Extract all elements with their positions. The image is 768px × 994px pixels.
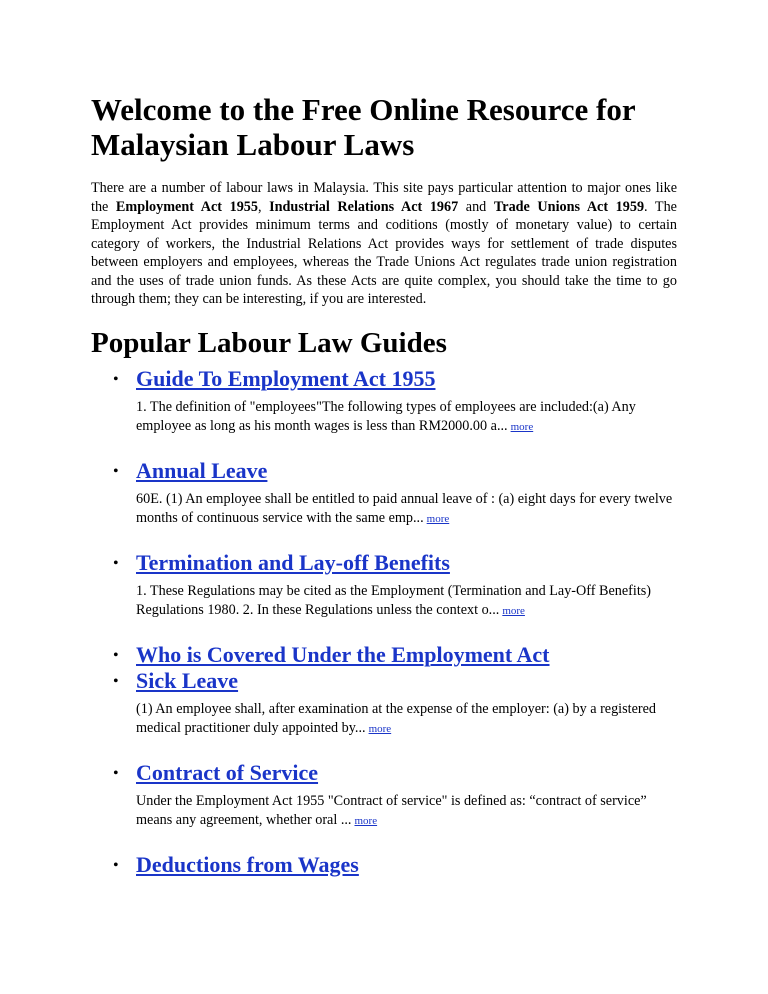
act-trade-unions: Trade Unions Act 1959 (493, 198, 645, 215)
excerpt-text: 60E. (1) An employee shall be entitled to paid annual leave of : (a) eight days for every twelve months of continuous service with the same emp... (136, 490, 673, 526)
more-link[interactable]: more (510, 420, 534, 433)
guide-link-annual-leave[interactable]: Annual Leave (136, 457, 268, 483)
list-item (91, 668, 677, 739)
bullet-icon: • (113, 856, 119, 874)
more-link[interactable]: more (368, 722, 392, 735)
page-title: Welcome to the Free Online Resource for Malaysian Labour Laws (91, 92, 636, 162)
more-link[interactable]: more (502, 604, 525, 617)
list-item (91, 458, 677, 529)
bullet-icon: • (113, 672, 119, 690)
act-employment: Employment Act 1955 (115, 198, 258, 215)
guide-excerpt (136, 792, 676, 831)
excerpt-text: (1) An employee shall, after examination at the expense of the employer: (a) by a registered medical practitioner duly appointed by... (136, 700, 657, 736)
guide-link-employment-act[interactable]: Guide To Employment Act 1955 (136, 365, 436, 391)
intro-separator: , (257, 198, 270, 215)
act-industrial-relations: Industrial Relations Act 1967 (269, 198, 459, 215)
guide-excerpt (136, 490, 676, 529)
excerpt-text: 1. These Regulations may be cited as the Employment (Termination and Lay-Off Benefits) Regulations 1980. 2. In these Regulations unless the context o... (136, 582, 652, 618)
list-item (91, 760, 677, 831)
guide-link-deductions[interactable]: Deductions from Wages (136, 851, 359, 877)
guide-link-termination[interactable]: Termination and Lay-off Benefits (136, 549, 450, 575)
guide-excerpt (136, 700, 676, 739)
list-item (91, 642, 677, 668)
bullet-icon: • (113, 370, 119, 388)
bullet-icon: • (113, 646, 119, 664)
intro-paragraph (91, 179, 677, 309)
more-link[interactable]: more (426, 512, 450, 525)
intro-text: There are a number of labour laws in Malaysia. This site pays particular attention to major ones like the (91, 180, 677, 215)
guide-excerpt (136, 398, 676, 437)
more-link[interactable]: more (354, 814, 378, 827)
bullet-icon: • (113, 554, 119, 572)
intro-text: . The Employment Act provides minimum terms and coditions (mostly of monetary value) to certain category of workers, the Industrial Relations Act provides ways for settlement of trade disputes between employers and employees, whereas the Trade Unions Act regulates trade union registration and the uses of trade union funds. As these Acts are quite complex, you should take the time to go through them; they can be interesting, if you are interested. (91, 198, 677, 307)
guides-list (91, 366, 677, 878)
guide-excerpt (136, 582, 676, 621)
guide-link-sick-leave[interactable]: Sick Leave (136, 667, 239, 693)
excerpt-text: 1. The definition of "employees"The following types of employees are included:(a) Any employee as long as his month wages is less than RM2000.00 a... (136, 398, 636, 434)
list-item (91, 550, 677, 621)
excerpt-text: Under the Employment Act 1955 "Contract of service" is defined as: “contract of service” means any agreement, whether oral ... (136, 792, 647, 828)
intro-separator: and (458, 198, 494, 215)
section-title: Popular Labour Law Guides (91, 326, 447, 359)
guide-link-who-is-covered[interactable]: Who is Covered Under the Employment Act (136, 641, 550, 667)
list-item (91, 852, 677, 878)
list-item (91, 366, 677, 437)
guide-link-contract-of-service[interactable]: Contract of Service (136, 759, 319, 785)
bullet-icon: • (113, 462, 119, 480)
document-page (91, 92, 677, 878)
bullet-icon: • (113, 764, 119, 782)
